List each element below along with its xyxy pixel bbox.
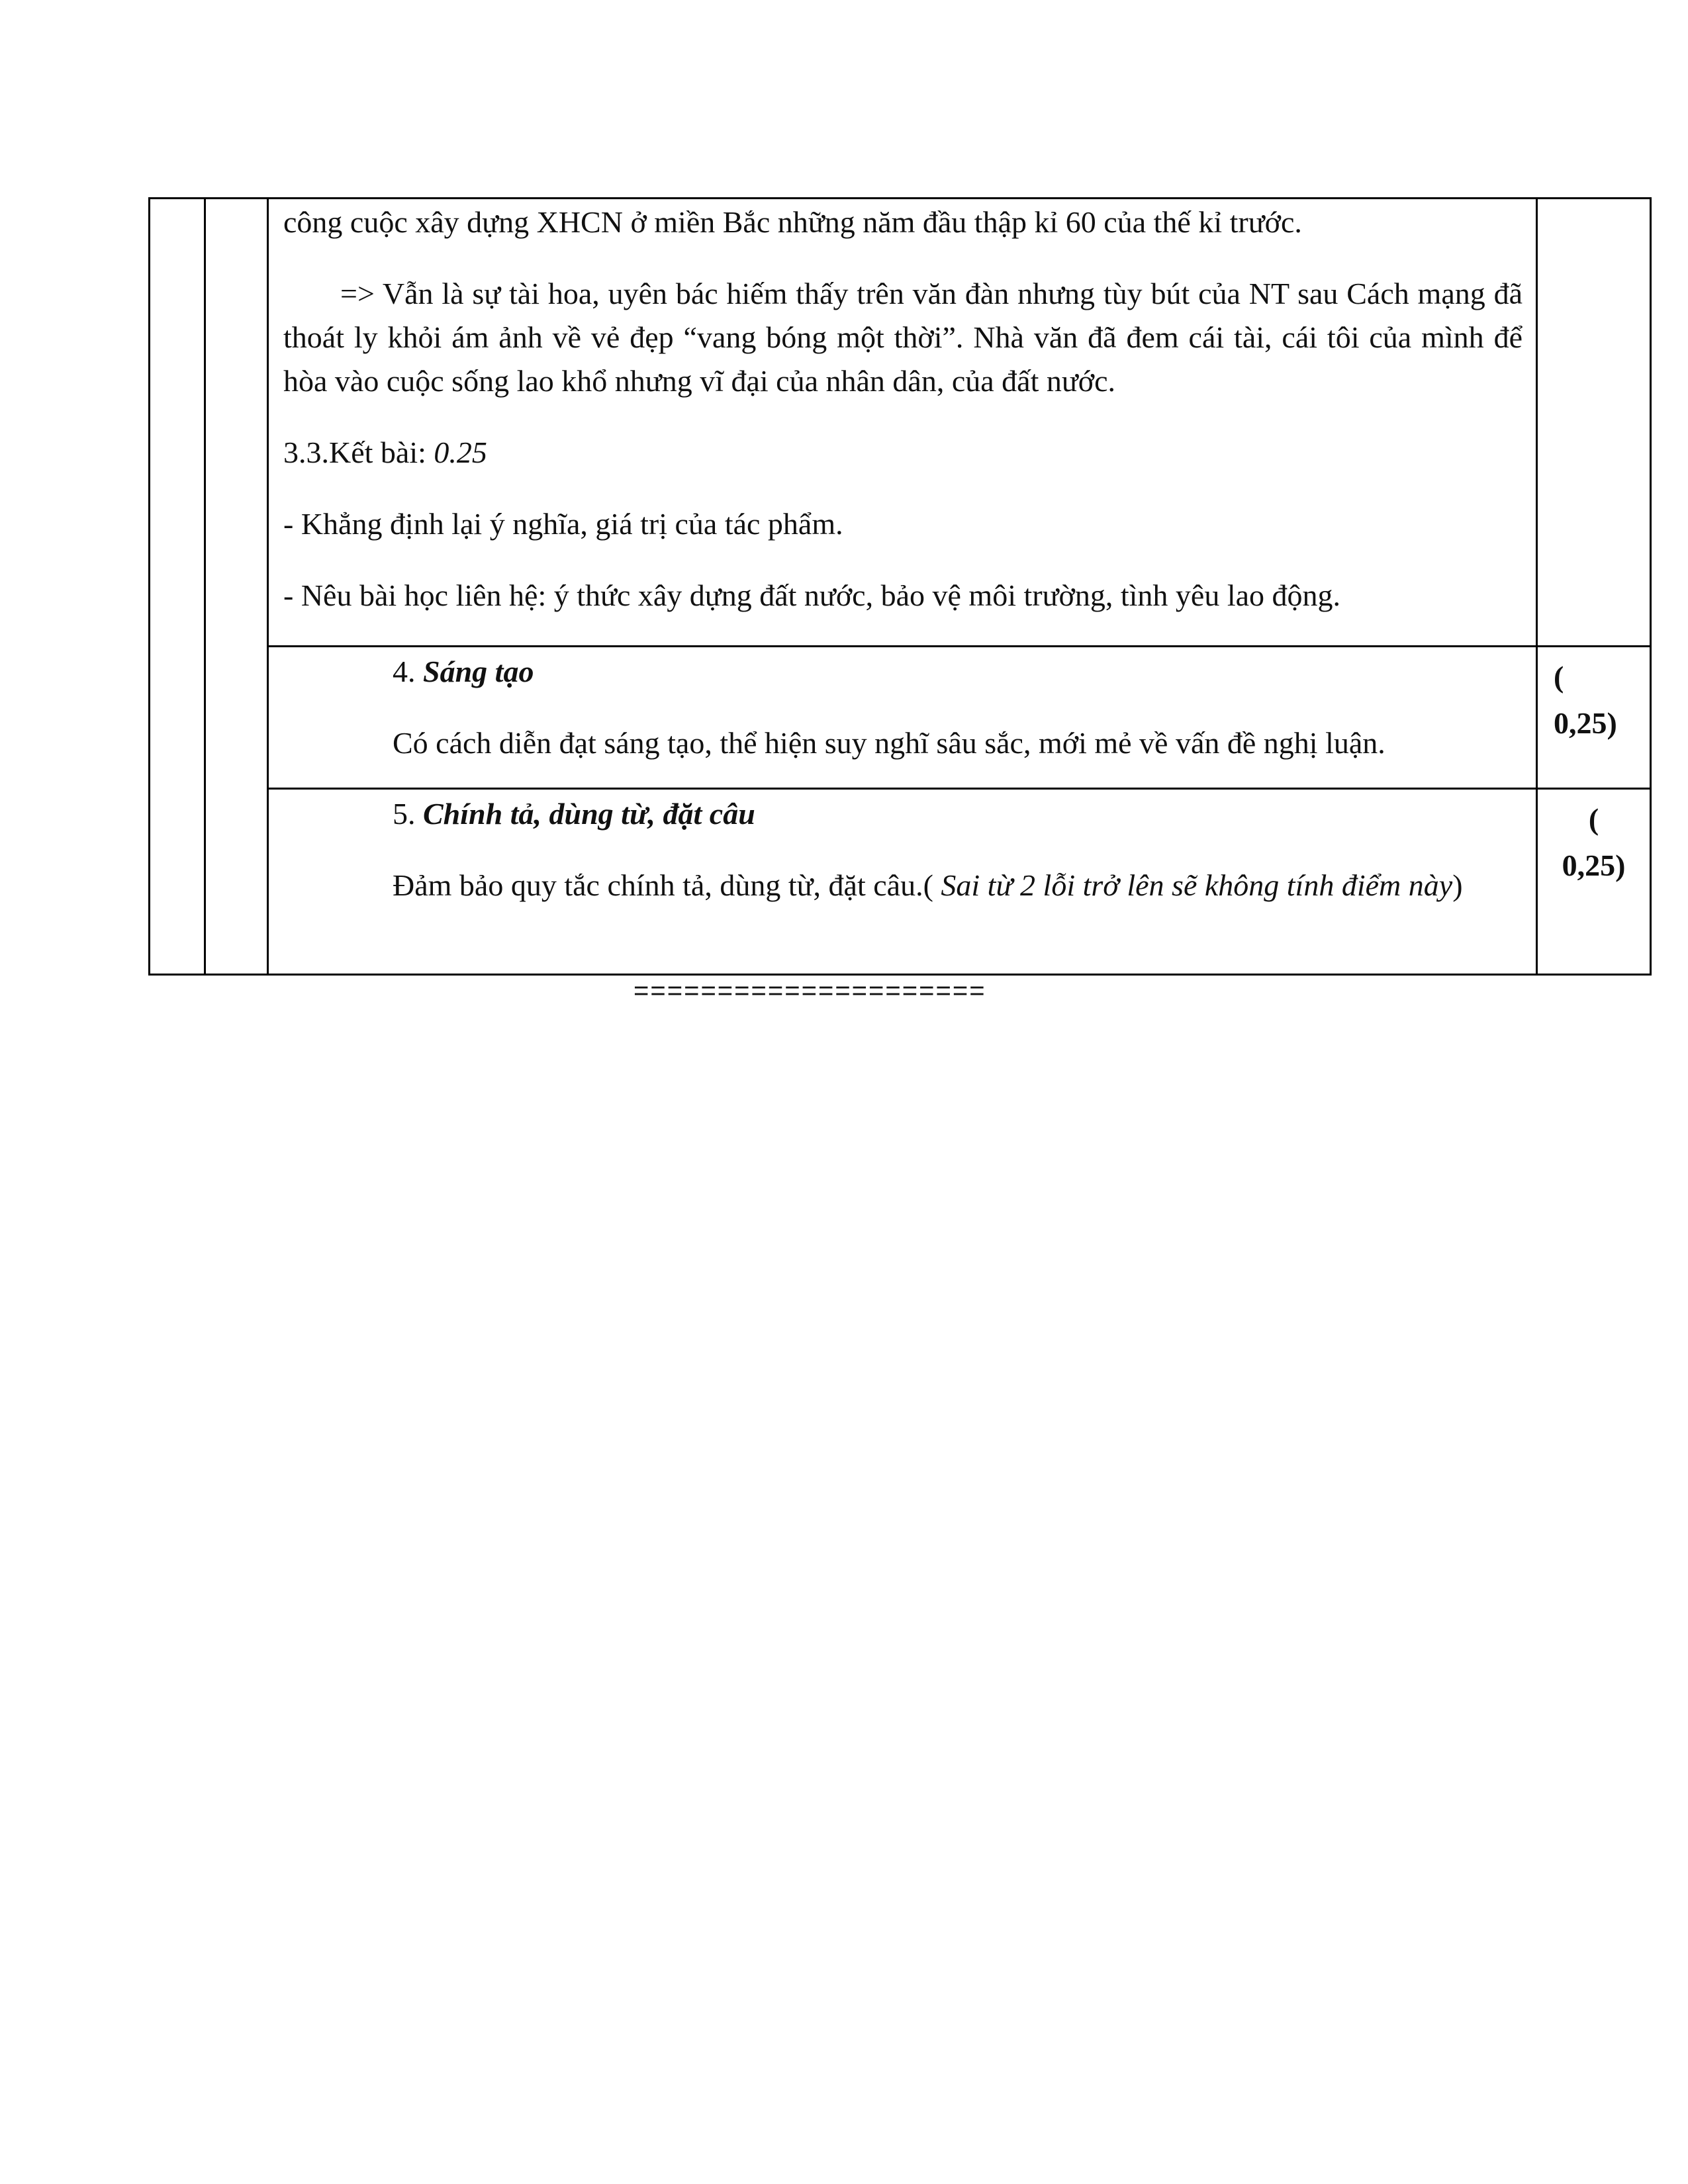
table-row xyxy=(150,199,1651,647)
bullet-item: - Nêu bài học liên hệ: ý thức xây dựng đất nước, bảo vệ môi trường, tình yêu lao động. xyxy=(283,578,1341,612)
column-question-cell xyxy=(205,199,268,975)
score-cell xyxy=(1537,199,1651,647)
continuation-line: công cuộc xây dựng XHCN ở miền Bắc những năm đầu thập kỉ 60 của thế kỉ trước. xyxy=(283,205,1302,239)
criterion-note: Sai từ 2 lỗi trở lên sẽ không tính điểm này xyxy=(941,868,1453,902)
table-row xyxy=(150,647,1651,789)
criterion-close-paren: ) xyxy=(1452,868,1463,902)
conclusion-paragraph: => Vẫn là sự tài hoa, uyên bác hiếm thấy trên văn đàn nhưng tùy bút của NT sau Cách mạng đã thoát ly khỏi ám ảnh về vẻ đẹp “vang bóng một thời”. Nhà văn đã đem cái tài, cái tôi của mình để hòa vào cuộc sống lao khổ nhưng vĩ đại của nhân dân, của đất nước. xyxy=(283,277,1523,398)
criterion-description: Có cách diễn đạt sáng tạo, thể hiện suy nghĩ sâu sắc, mới mẻ về vấn đề nghị luận. xyxy=(393,726,1385,760)
criterion-title: Chính tả, dùng từ, đặt câu xyxy=(423,797,755,831)
column-part-cell xyxy=(150,199,205,975)
criterion-title: Sáng tạo xyxy=(423,655,534,688)
content-cell xyxy=(268,647,1537,789)
criterion-number: 5. xyxy=(393,797,423,831)
content-cell xyxy=(268,199,1537,647)
score-cell xyxy=(1537,647,1651,789)
score-value: 0,25) xyxy=(1562,848,1626,882)
criterion-heading xyxy=(283,792,1523,836)
criterion-body: Đảm bảo quy tắc chính tả, dùng từ, đặt câu.( xyxy=(393,868,941,902)
ket-bai-heading xyxy=(283,431,1523,475)
criterion-description xyxy=(283,864,1523,907)
score-cell xyxy=(1537,789,1651,975)
ket-bai-score: 0.25 xyxy=(434,435,487,469)
score-open-paren: ( xyxy=(1588,802,1599,836)
criterion-number: 4. xyxy=(393,655,423,688)
score-open-paren: ( xyxy=(1554,660,1564,694)
criterion-heading xyxy=(283,650,1523,694)
content-cell xyxy=(268,789,1537,975)
bullet-item: - Khẳng định lại ý nghĩa, giá trị của tác phẩm. xyxy=(283,507,843,541)
answer-table xyxy=(148,197,1652,976)
table-row xyxy=(150,789,1651,975)
score-value: 0,25) xyxy=(1554,706,1617,740)
ket-bai-label: 3.3.Kết bài: xyxy=(283,435,434,469)
end-separator: ===================== xyxy=(633,976,986,1005)
